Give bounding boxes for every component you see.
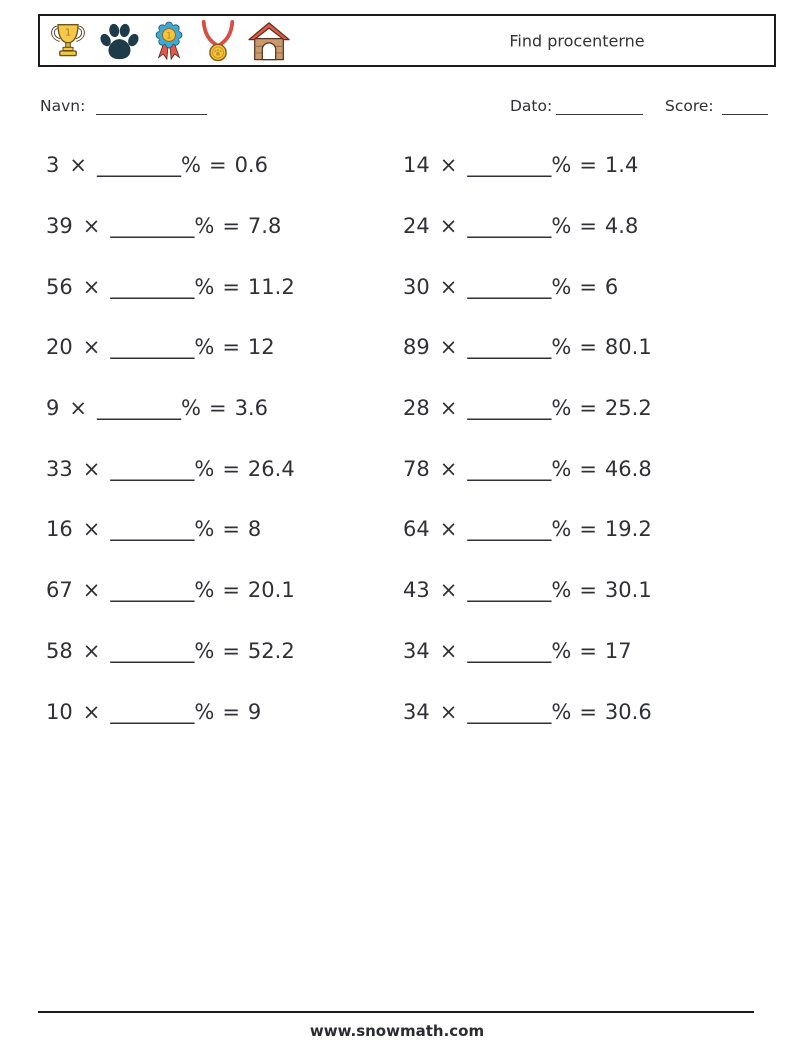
- trophy-icon: [48, 19, 88, 63]
- equals-sign: =: [208, 153, 227, 178]
- answer-blank[interactable]: ________: [467, 274, 552, 299]
- problem-factor: 78: [403, 456, 430, 481]
- equals-sign: =: [208, 396, 227, 421]
- multiplication-sign: ×: [82, 274, 101, 299]
- svg-text:1: 1: [166, 30, 172, 41]
- problem-result: 30.1: [604, 578, 652, 603]
- footer-website: www.snowmath.com: [309, 1022, 485, 1040]
- problem-r8: [397, 578, 794, 602]
- percent-sign: %: [551, 456, 572, 481]
- multiplication-sign: ×: [439, 396, 458, 421]
- equals-sign: =: [579, 396, 597, 421]
- percent-sign: %: [551, 396, 572, 421]
- equals-sign: =: [579, 699, 597, 724]
- equals-sign: =: [579, 638, 597, 663]
- percent-sign: %: [551, 335, 572, 360]
- svg-text:1: 1: [64, 27, 72, 39]
- percent-sign: %: [180, 153, 201, 178]
- equals-sign: =: [579, 153, 597, 178]
- problem-factor: 28: [403, 396, 430, 421]
- percent-sign: %: [194, 699, 215, 724]
- equals-sign: =: [222, 638, 240, 663]
- problem-factor: 39: [46, 214, 73, 239]
- equals-sign: =: [222, 578, 240, 603]
- multiplication-sign: ×: [69, 153, 87, 178]
- problem-result: 80.1: [604, 335, 652, 360]
- multiplication-sign: ×: [82, 517, 101, 542]
- answer-blank[interactable]: ________: [467, 214, 552, 239]
- problem-r5: [397, 396, 794, 420]
- problem-l1: [0, 153, 397, 177]
- answer-blank[interactable]: ________: [110, 517, 195, 542]
- answer-blank[interactable]: ________: [467, 153, 552, 178]
- equals-sign: =: [579, 335, 597, 360]
- problem-factor: 34: [403, 699, 430, 724]
- multiplication-sign: ×: [82, 638, 101, 663]
- problem-factor: 43: [403, 578, 430, 603]
- problem-r10: [397, 700, 794, 724]
- multiplication-sign: ×: [439, 517, 458, 542]
- equals-sign: =: [579, 517, 597, 542]
- percent-sign: %: [194, 578, 215, 603]
- problem-result: 8: [247, 517, 262, 542]
- problem-result: 6: [604, 274, 619, 299]
- answer-blank[interactable]: ________: [110, 578, 195, 603]
- multiplication-sign: ×: [439, 153, 458, 178]
- percent-sign: %: [551, 214, 572, 239]
- answer-blank[interactable]: ________: [467, 699, 552, 724]
- multiplication-sign: ×: [439, 335, 458, 360]
- answer-blank[interactable]: ________: [110, 274, 195, 299]
- answer-blank[interactable]: ________: [110, 214, 195, 239]
- problem-l3: [0, 275, 397, 299]
- problem-factor: 30: [403, 274, 430, 299]
- problem-factor: 89: [403, 335, 430, 360]
- problem-factor: 56: [46, 274, 73, 299]
- equals-sign: =: [222, 699, 240, 724]
- medal-icon: [197, 19, 239, 63]
- equals-sign: =: [222, 517, 240, 542]
- problem-l4: [0, 335, 397, 359]
- multiplication-sign: ×: [439, 578, 458, 603]
- equals-sign: =: [579, 274, 597, 299]
- percent-sign: %: [551, 638, 572, 663]
- problem-result: 3.6: [234, 396, 268, 421]
- answer-blank[interactable]: ________: [110, 699, 195, 724]
- answer-blank[interactable]: ________: [110, 335, 195, 360]
- multiplication-sign: ×: [82, 335, 101, 360]
- answer-blank[interactable]: ________: [467, 578, 552, 603]
- multiplication-sign: ×: [439, 456, 458, 481]
- multiplication-sign: ×: [82, 699, 101, 724]
- problem-result: 7.8: [247, 214, 282, 239]
- percent-sign: %: [194, 638, 215, 663]
- multiplication-sign: ×: [69, 396, 87, 421]
- problem-l8: [0, 578, 397, 602]
- problem-r1: [397, 153, 794, 177]
- multiplication-sign: ×: [439, 699, 458, 724]
- problem-factor: 3: [46, 153, 60, 178]
- equals-sign: =: [579, 578, 597, 603]
- problem-l9: [0, 639, 397, 663]
- problem-factor: 10: [46, 699, 73, 724]
- footer-divider: [38, 1011, 754, 1013]
- problem-r7: [397, 517, 794, 541]
- problem-factor: 9: [46, 396, 60, 421]
- problem-factor: 34: [403, 638, 430, 663]
- problem-r2: [397, 214, 794, 238]
- problems-grid: [0, 135, 794, 742]
- rosette-icon: [150, 19, 188, 63]
- equals-sign: =: [579, 214, 597, 239]
- percent-sign: %: [551, 274, 572, 299]
- answer-blank[interactable]: ________: [110, 456, 195, 481]
- percent-sign: %: [551, 699, 572, 724]
- answer-blank[interactable]: ________: [467, 517, 552, 542]
- problem-r4: [397, 335, 794, 359]
- problem-result: 46.8: [604, 456, 652, 481]
- problem-result: 1.4: [604, 153, 639, 178]
- problem-factor: 67: [46, 578, 73, 603]
- problem-result: 12: [247, 335, 275, 360]
- problem-factor: 16: [46, 517, 73, 542]
- date-label: Dato:: [510, 97, 553, 115]
- answer-blank[interactable]: ________: [96, 153, 181, 178]
- name-label: Navn:: [40, 97, 86, 115]
- paw-icon: [97, 20, 141, 62]
- percent-sign: %: [180, 396, 201, 421]
- problem-result: 26.4: [247, 456, 295, 481]
- name-blank-line[interactable]: [96, 97, 207, 115]
- equals-sign: =: [222, 456, 240, 481]
- problem-result: 30.6: [604, 699, 652, 724]
- equals-sign: =: [222, 335, 240, 360]
- problem-r9: [397, 639, 794, 663]
- percent-sign: %: [194, 456, 215, 481]
- date-blank-line[interactable]: [556, 97, 643, 115]
- problem-result: 52.2: [247, 638, 295, 663]
- problem-l6: [0, 457, 397, 481]
- problem-l2: [0, 214, 397, 238]
- equals-sign: =: [222, 214, 240, 239]
- percent-sign: %: [551, 517, 572, 542]
- answer-blank[interactable]: ________: [467, 335, 552, 360]
- worksheet-title: Find procenterne: [509, 31, 645, 50]
- percent-sign: %: [551, 578, 572, 603]
- percent-sign: %: [194, 335, 215, 360]
- answer-blank[interactable]: ________: [110, 638, 195, 663]
- problem-factor: 14: [403, 153, 430, 178]
- problem-factor: 58: [46, 638, 73, 663]
- problem-r6: [397, 457, 794, 481]
- problem-factor: 24: [403, 214, 430, 239]
- problem-result: 0.6: [234, 153, 268, 178]
- problem-factor: 20: [46, 335, 73, 360]
- answer-blank[interactable]: ________: [96, 396, 181, 421]
- score-label: Score:: [665, 97, 714, 115]
- multiplication-sign: ×: [82, 578, 101, 603]
- multiplication-sign: ×: [439, 274, 458, 299]
- percent-sign: %: [194, 274, 215, 299]
- problem-l7: [0, 517, 397, 541]
- multiplication-sign: ×: [82, 214, 101, 239]
- answer-blank[interactable]: ________: [467, 638, 552, 663]
- percent-sign: %: [194, 517, 215, 542]
- percent-sign: %: [194, 214, 215, 239]
- problem-r3: [397, 275, 794, 299]
- problem-factor: 33: [46, 456, 73, 481]
- doghouse-icon: [248, 20, 290, 62]
- problem-l10: [0, 700, 397, 724]
- equals-sign: =: [579, 456, 597, 481]
- percent-sign: %: [551, 153, 572, 178]
- header-icons: [40, 16, 774, 65]
- answer-blank[interactable]: ________: [467, 456, 552, 481]
- problem-result: 25.2: [604, 396, 652, 421]
- header-box: [38, 14, 776, 67]
- problem-result: 9: [247, 699, 262, 724]
- answer-blank[interactable]: ________: [467, 396, 552, 421]
- equals-sign: =: [222, 274, 240, 299]
- problem-l5: [0, 396, 397, 420]
- multiplication-sign: ×: [439, 638, 458, 663]
- problem-result: 19.2: [604, 517, 652, 542]
- problem-factor: 64: [403, 517, 430, 542]
- multiplication-sign: ×: [82, 456, 101, 481]
- problem-result: 4.8: [604, 214, 639, 239]
- score-blank-line[interactable]: [722, 97, 768, 115]
- multiplication-sign: ×: [439, 214, 458, 239]
- problem-result: 20.1: [247, 578, 295, 603]
- problem-result: 17: [604, 638, 632, 663]
- problem-result: 11.2: [247, 274, 295, 299]
